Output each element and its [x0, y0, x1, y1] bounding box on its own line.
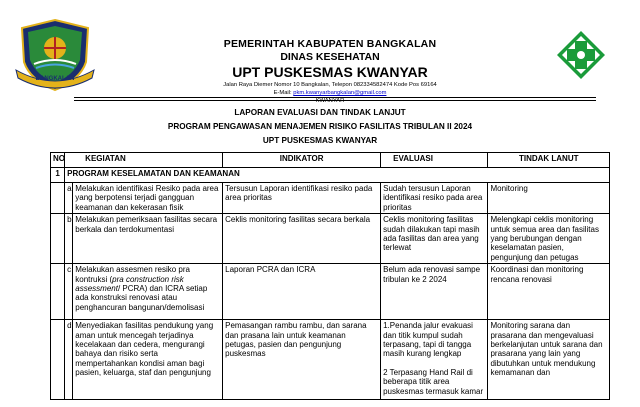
row-letter: d [65, 320, 73, 400]
header-kegiatan: KEGIATAN [65, 153, 223, 168]
evaluation-table [50, 152, 610, 400]
table-header-row [51, 153, 610, 168]
email-line [180, 89, 480, 97]
kegiatan-cell: Melakukan pemeriksaan fasilitas secara berkala dan terdokumentasi [73, 214, 223, 264]
email-label: E-Mail: [273, 90, 292, 96]
table-row [51, 320, 610, 400]
section-row [51, 168, 610, 183]
tindak-lanjut-cell: Monitoring sarana dan prasarana dan mengevaluasi berkelanjutan untuk sarana dan prasarana yang lain yang dibutuhkan untuk mendukung kemamanan dan [488, 320, 610, 400]
kegiatan-cell: Melakukan identifikasi Resiko pada area yang berpotensi terjadi gangguan keamanan dan kekerasan fisik [73, 183, 223, 214]
tindak-lanjut-cell: Melengkapi ceklis monitoring untuk semua area dan fasilitas yang berubungan dengan keselamatan pasien, pengunjung dan petugas [488, 214, 610, 264]
table-row [51, 214, 610, 264]
kegiatan-cell: Menyediakan fasilitas pendukung yang aman untuk mencegah terjadinya kecelakaan dan cedera, mengurangi bahaya dan risiko serta mempertahankan kondisi aman bagi pasien, keluarga, staf dan pengunjung [73, 320, 223, 400]
indikator-cell: Laporan PCRA dan ICRA [223, 264, 381, 320]
evaluasi-item-1: 1.Penanda jalur evakuasi dan titik kumpul sudah terpasang, tapi di tangga masih kurang lengkap [383, 321, 473, 359]
email-link[interactable]: pkm.kwanyarbangkalan@gmail.com [293, 90, 387, 96]
indikator-cell: Pemasangan rambu rambu, dan sarana dan prasana lain untuk keamanan petugas, pasien dan pengunjung puskesmas [223, 320, 381, 400]
row-letter: b [65, 214, 73, 264]
header-indikator: INDIKATOR [223, 153, 381, 168]
kegiatan-cell [73, 264, 223, 320]
section-no: 1 [51, 168, 65, 183]
letterhead-rule-thick [74, 97, 596, 98]
row-letter: c [65, 264, 73, 320]
header-tindak-lanjut: TINDAK LANUT [488, 153, 610, 168]
address: Jalan Raya Diemer Nomor 10 Bangkalan, Telepon 082334582474 Kode Pos 69164 [223, 82, 437, 88]
header-no: NO [51, 153, 65, 168]
evaluasi-item-2: 2 Terpasang Hand Rail di beberapa titik area puskesmas termasuk kamar [383, 367, 484, 396]
emblem-banner-text: BANGKALAN [35, 76, 75, 82]
header-evaluasi: EVALUASI [381, 153, 488, 168]
bangkalan-emblem-logo [14, 18, 96, 92]
evaluasi-cell: Ceklis monitoring fasilitas sudah dilakukan tapi masih ada fasilitas dan area yang terlewat [381, 214, 488, 264]
indikator-cell: Ceklis monitoring fasilitas secara berkala [223, 214, 381, 264]
section-title: PROGRAM KESELAMATAN DAN KEAMANAN [65, 168, 610, 183]
table-row [51, 264, 610, 320]
letterhead-rule-thin [74, 100, 596, 101]
city: KWANYAR [315, 98, 345, 104]
evaluasi-cell [381, 320, 488, 400]
tindak-lanjut-cell: Monitoring [488, 183, 610, 214]
evaluasi-cell: Sudah tersusun Laporan identifikasi resiko pada area prioritas [381, 183, 488, 214]
report-title: LAPORAN EVALUASI DAN TINDAK LANJUT [234, 108, 406, 117]
kegiatan-italic-text: pra construction risk assessment [75, 274, 184, 294]
kegiatan-text-cont: / PCRA) dan ICRA setiap ada konstruksi renovasi atau penghancuran bangunan/demolisasi [75, 284, 208, 312]
org-name: UPT PUSKESMAS KWANYAR [232, 64, 428, 80]
gov-name: PEMERINTAH KABUPATEN BANGKALAN [223, 38, 437, 50]
evaluasi-cell: Belum ada renovasi sampe tribulan ke 2 2024 [381, 264, 488, 320]
kegiatan-text: Melakukan assesmen resiko pra kontruksi ( [75, 265, 190, 284]
program-title: PROGRAM PENGAWASAN MENAJEMEN RISIKO FASILITAS TRIBULAN II 2024 [167, 122, 473, 131]
table-row [51, 183, 610, 214]
row-letter: a [65, 183, 73, 214]
indikator-cell: Tersusun Laporan identifikasi resiko pada area prioritas [223, 183, 381, 214]
org-title: UPT PUSKESMAS KWANYAR [262, 136, 378, 145]
dept-name: DINAS KESEHATAN [280, 51, 380, 63]
tindak-lanjut-cell: Koordinasi dan monitoring rencana renovasi [488, 264, 610, 320]
letterhead [180, 38, 480, 105]
puskesmas-logo [556, 30, 606, 80]
